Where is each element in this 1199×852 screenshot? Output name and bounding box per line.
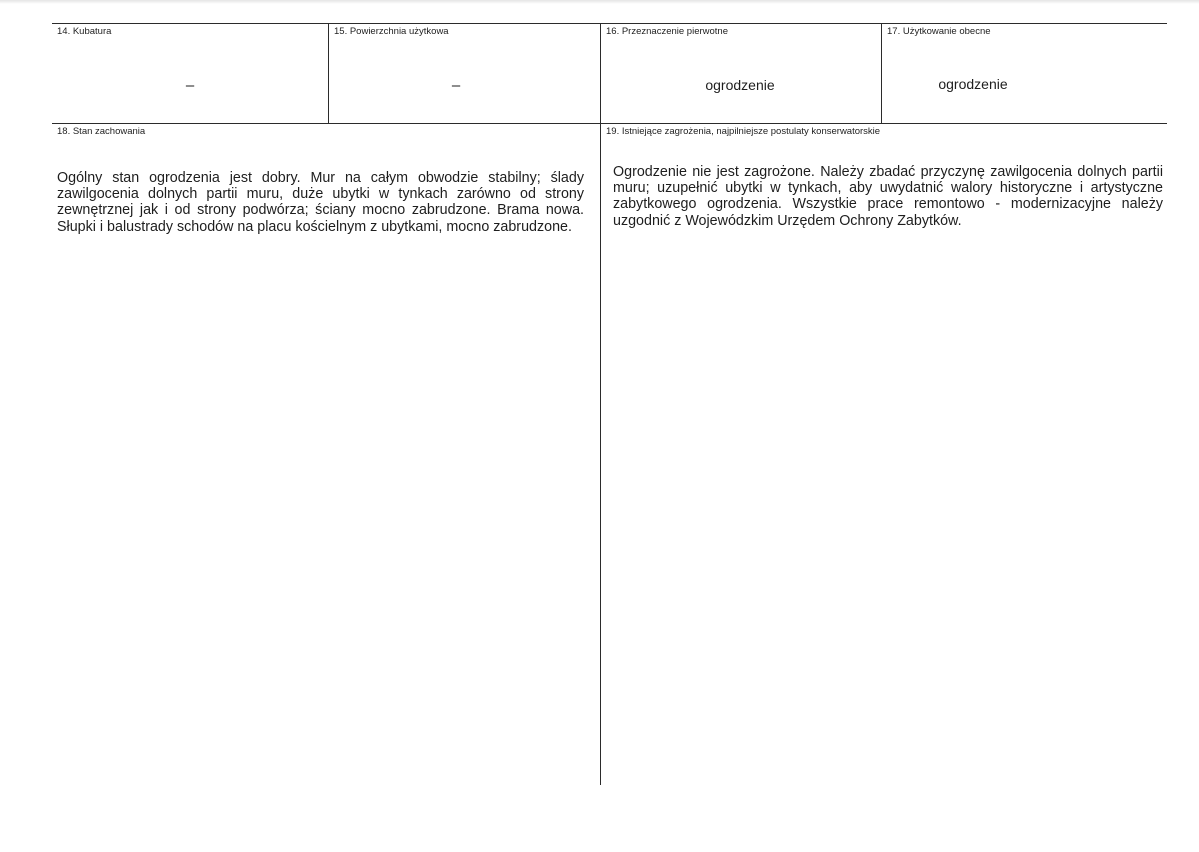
stan-label: 18. Stan zachowania — [57, 126, 146, 137]
uzytkowanie-value: ogrodzenie — [938, 76, 1008, 92]
kubatura-value: – — [185, 77, 195, 94]
zagrozenia-text: Ogrodzenie nie jest zagrożone. Należy zbadać przyczynę zawilgocenia dolnych partii muru; uzupełnić ubytki w tynkach, aby uwydatnić walory historyczne i artystyczne zabytkowego ogrodzenia. Wszystkie prace remontowo - modernizacyjne należy uzgodnić z Wojewódzkim Urzędem Ochrony Zabytków. — [613, 164, 1163, 229]
kubatura-label: 14. Kubatura — [57, 26, 112, 37]
middle-rule — [52, 123, 1167, 124]
divider-main — [600, 23, 601, 785]
scan-edge-top — [0, 0, 1199, 4]
zagrozenia-label: 19. Istniejące zagrożenia, najpilniejsze postulaty konserwatorskie — [606, 126, 881, 137]
divider-14-15 — [328, 23, 329, 123]
top-rule — [52, 23, 1167, 24]
powierzchnia-label: 15. Powierzchnia użytkowa — [334, 26, 449, 37]
powierzchnia-value: – — [451, 77, 461, 94]
stan-text: Ogólny stan ogrodzenia jest dobry. Mur na całym obwodzie stabilny; ślady zawilgocenia dolnych partii muru, duże ubytki w tynkach zarówno od strony zewnętrznej jak i od strony podwórza; ściany mocno zabrudzone. Brama nowa. Słupki i balustrady schodów na placu kościelnym z ubytkami, mocno zabrudzone. — [57, 170, 584, 235]
przeznaczenie-value: ogrodzenie — [705, 77, 775, 93]
uzytkowanie-label: 17. Użytkowanie obecne — [887, 26, 991, 37]
divider-16-17 — [881, 23, 882, 123]
przeznaczenie-label: 16. Przeznaczenie pierwotne — [606, 26, 728, 37]
